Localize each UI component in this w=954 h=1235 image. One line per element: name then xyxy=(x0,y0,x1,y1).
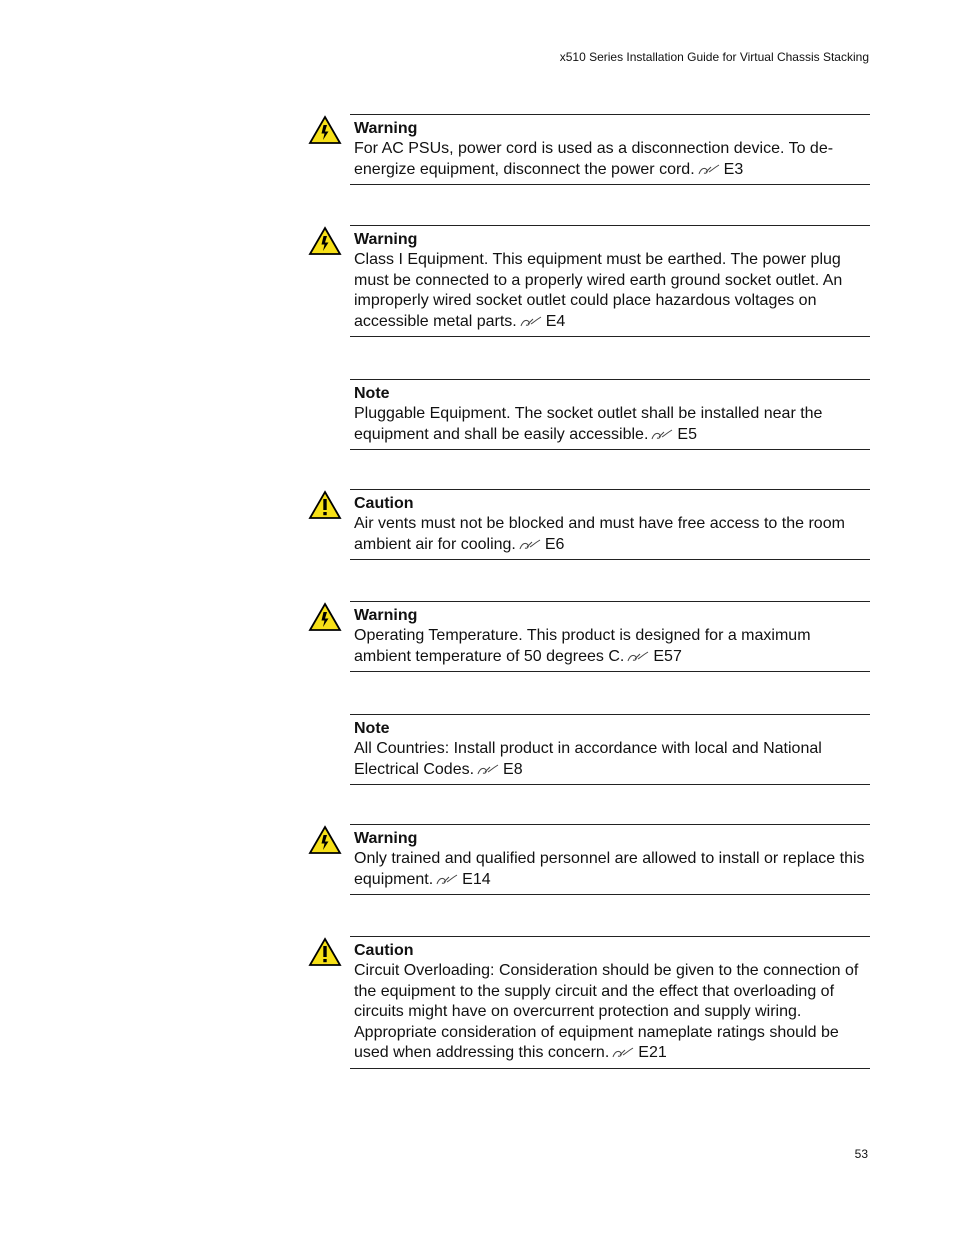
reference-pointer-icon xyxy=(519,539,541,551)
notice-text: All Countries: Install product in accordance with local and National Electrical Codes. E8 xyxy=(354,740,822,778)
reference-pointer-icon xyxy=(612,1047,634,1059)
notice-title: Caution xyxy=(354,495,414,512)
notice-title: Note xyxy=(354,385,390,402)
notice-code: E5 xyxy=(677,425,697,443)
page-number: 53 xyxy=(854,1147,868,1161)
notice-code: E21 xyxy=(638,1044,667,1061)
notice-code: E57 xyxy=(653,647,682,665)
reference-pointer-icon xyxy=(436,874,458,886)
notice-text: Air vents must not be blocked and must have free access to the room ambient air for cooling. E6 xyxy=(354,515,845,553)
notice-title: Warning xyxy=(354,120,418,137)
notice-text: Only trained and qualified personnel are allowed to install or replace this equipment. E14 xyxy=(354,850,865,888)
reference-pointer-icon xyxy=(698,164,720,176)
warning-notice xyxy=(350,114,870,185)
notice-text: Class I Equipment. This equipment must be earthed. The power plug must be connected to a properly wired earth ground socket outlet. An improperly wired socket outlet could place hazardous voltages on accessible metal parts. E4 xyxy=(354,251,843,330)
caution-notice xyxy=(350,489,870,560)
notice-code: E3 xyxy=(723,160,744,178)
electrical-hazard-icon xyxy=(308,602,342,632)
notice-title: Note xyxy=(354,720,390,737)
notice-title: Warning xyxy=(354,830,418,847)
notice-code: E6 xyxy=(544,535,565,553)
warning-notice xyxy=(350,824,870,895)
note-notice xyxy=(350,714,870,785)
reference-pointer-icon xyxy=(651,429,673,441)
electrical-hazard-icon xyxy=(308,115,342,145)
warning-notice xyxy=(350,225,870,337)
notice-code: E14 xyxy=(462,870,491,888)
caution-notice xyxy=(350,936,870,1069)
notice-title: Warning xyxy=(354,231,418,248)
electrical-hazard-icon xyxy=(308,825,342,855)
notice-text: Operating Temperature. This product is designed for a maximum ambient temperature of 50 degrees C. E57 xyxy=(354,627,811,665)
notice-text: Circuit Overloading: Consideration should be given to the connection of the equipment to the supply circuit and the effect that overloading of circuits might have on overcurrent protection and supply wiring. Appropriate consideration of equipment nameplate ratings should be used when addressing this concern. E21 xyxy=(354,962,859,1061)
reference-pointer-icon xyxy=(477,764,499,776)
reference-pointer-icon xyxy=(627,651,649,663)
running-header: x510 Series Installation Guide for Virtual Chassis Stacking xyxy=(559,50,869,64)
caution-exclamation-icon xyxy=(308,490,342,520)
notice-code: E8 xyxy=(503,760,523,778)
notice-text: Pluggable Equipment. The socket outlet shall be installed near the equipment and shall be easily accessible. E5 xyxy=(354,405,823,443)
notice-code: E4 xyxy=(545,312,566,330)
warning-notice xyxy=(350,601,870,672)
notice-text: For AC PSUs, power cord is used as a disconnection device. To de-energize equipment, disconnect the power cord. E3 xyxy=(354,140,834,178)
reference-pointer-icon xyxy=(520,316,542,328)
electrical-hazard-icon xyxy=(308,226,342,256)
caution-exclamation-icon xyxy=(308,937,342,967)
notice-title: Caution xyxy=(354,942,414,959)
note-notice xyxy=(350,379,870,450)
notice-title: Warning xyxy=(354,607,418,624)
